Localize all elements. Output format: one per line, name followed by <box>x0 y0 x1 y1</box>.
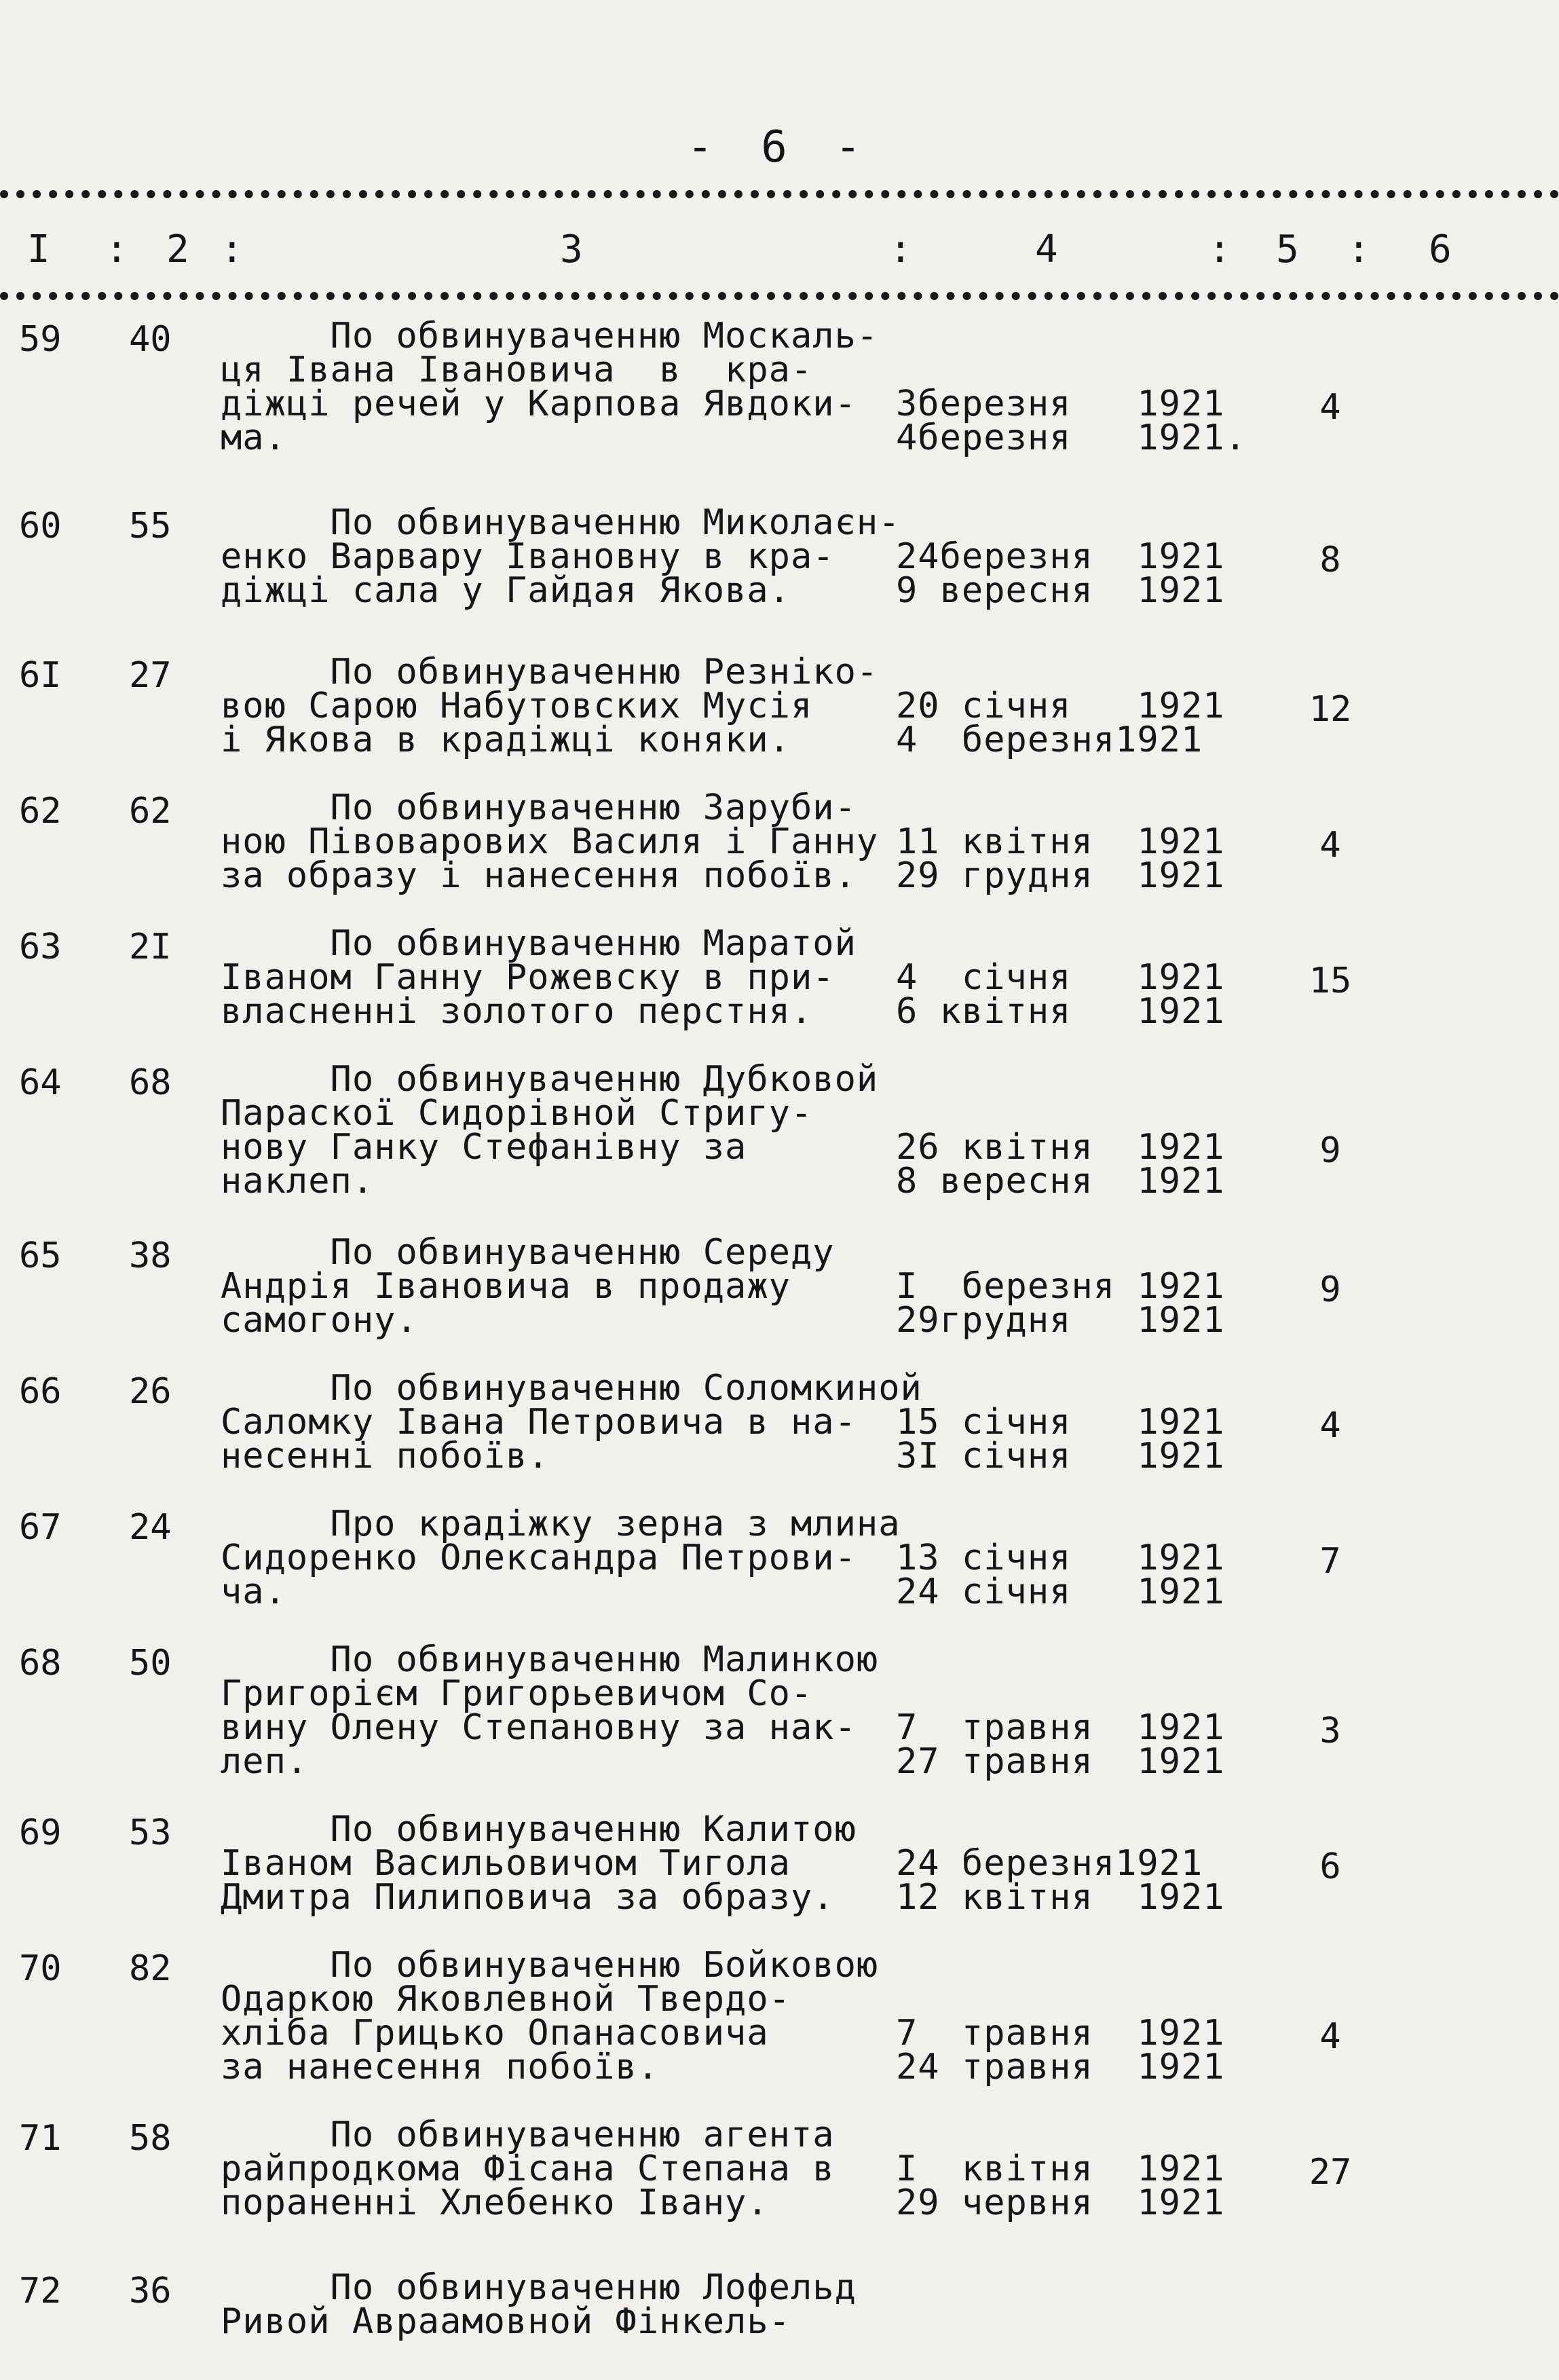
date-line: 7 травня 1921 <box>896 1707 1225 1748</box>
description-line: По обвинуваченню агента <box>221 2115 835 2155</box>
entry-number: 6I <box>19 655 62 696</box>
date-line: 9 вересня 1921 <box>896 570 1225 611</box>
date-line: 11 квітня 1921 <box>896 821 1225 862</box>
days-count: 9 <box>1319 1130 1341 1171</box>
case-dates <box>896 2013 1262 2087</box>
case-number: 50 <box>129 1643 172 1684</box>
column-header-6: 6 <box>1429 227 1452 272</box>
description-line: По обвинуваченню Миколаєн- <box>221 502 901 543</box>
description-line: Саломку Івана Петровича в на- <box>221 1402 857 1443</box>
description-line: Іваном Ганну Рожевску в при- <box>221 957 835 998</box>
entry-number: 60 <box>19 506 62 546</box>
date-line: 27 травня 1921 <box>896 1741 1225 1782</box>
case-description <box>221 1504 901 1612</box>
description-line: самогону. <box>221 1300 418 1341</box>
date-line: 20 січня 1921 <box>896 686 1225 726</box>
description-line: енко Варвару Івановну в кра- <box>221 536 835 577</box>
description-line: вину Олену Степановну за нак- <box>221 1707 857 1748</box>
column-separator: : <box>1208 227 1231 272</box>
date-line: 7 травня 1921 <box>896 2013 1225 2053</box>
description-line: Про крадіжку зерна з млина <box>221 1504 901 1544</box>
description-line: Ривой Авраамовной Фінкель- <box>221 2301 791 2342</box>
case-dates <box>896 821 1262 896</box>
description-line: пораненні Хлебенко Івану. <box>221 2182 769 2223</box>
case-dates <box>896 1127 1262 1202</box>
case-description <box>221 652 899 760</box>
case-description <box>221 1639 899 1782</box>
case-number: 53 <box>129 1812 172 1853</box>
entry-number: 64 <box>19 1062 62 1103</box>
description-line: ма. <box>221 417 286 458</box>
case-dates <box>896 384 1262 458</box>
days-count: 3 <box>1319 1711 1341 1751</box>
description-line: несенні побоїв. <box>221 1436 550 1476</box>
case-number: 38 <box>129 1235 172 1276</box>
date-line: 3березня 1921 <box>896 384 1225 424</box>
entry-number: 69 <box>19 1812 62 1853</box>
case-description <box>221 1945 899 2087</box>
case-dates <box>896 1266 1262 1341</box>
case-description <box>221 2267 899 2342</box>
description-line: По обвинуваченню Бойковою <box>221 1945 879 1986</box>
column-separator: : <box>1347 227 1370 272</box>
case-description <box>221 1368 922 1476</box>
case-dates <box>896 1843 1262 1918</box>
days-count: 7 <box>1319 1541 1341 1582</box>
description-line: По обвинуваченню Дубковой <box>221 1059 879 1100</box>
days-count: 9 <box>1319 1269 1341 1310</box>
case-number: 68 <box>129 1062 172 1103</box>
column-header-1: I <box>27 227 50 272</box>
date-line: 3I січня 1921 <box>896 1436 1225 1476</box>
case-dates <box>896 1402 1262 1476</box>
column-header-3: 3 <box>560 227 583 272</box>
date-line: 4березня 1921. <box>896 417 1247 458</box>
description-line: Одаркою Яковлевной Твердо- <box>221 1979 791 2020</box>
column-separator: : <box>889 227 912 272</box>
column-separator: : <box>105 227 128 272</box>
date-line: 24 січня 1921 <box>896 1572 1225 1612</box>
days-count: 4 <box>1319 825 1341 866</box>
case-description <box>221 502 901 611</box>
description-line: По обвинуваченню Маратой <box>221 923 857 964</box>
case-number: 62 <box>129 791 172 832</box>
description-line: Андрія Івановича в продажу <box>221 1266 791 1307</box>
case-number: 58 <box>129 2118 172 2159</box>
case-dates <box>896 686 1262 760</box>
column-header-2: 2 <box>166 227 189 272</box>
date-line: 15 січня 1921 <box>896 1402 1225 1443</box>
entry-number: 68 <box>19 1643 62 1684</box>
description-line: По обвинуваченню Лофельд <box>221 2267 857 2308</box>
description-line: за нанесення побоїв. <box>221 2047 660 2087</box>
entry-number: 62 <box>19 791 62 832</box>
date-line: 26 квітня 1921 <box>896 1127 1225 1168</box>
description-line: По обвинуваченню Середу <box>221 1232 835 1273</box>
date-line: I березня 1921 <box>896 1266 1225 1307</box>
case-number: 24 <box>129 1507 172 1548</box>
days-count: 4 <box>1319 387 1341 428</box>
entry-number: 66 <box>19 1371 62 1412</box>
entry-number: 65 <box>19 1235 62 1276</box>
description-line: за образу і нанесення побоїв. <box>221 855 857 896</box>
description-line: вою Сарою Набутовских Мусія <box>221 686 813 726</box>
column-separator: : <box>221 227 244 272</box>
date-line: 13 січня 1921 <box>896 1538 1225 1578</box>
header-top-divider <box>0 190 1559 198</box>
description-line: власненні золотого перстня. <box>221 991 813 1032</box>
case-number: 26 <box>129 1371 172 1412</box>
case-number: 40 <box>129 319 172 360</box>
date-line: 29 грудня 1921 <box>896 855 1225 896</box>
description-line: По обвинуваченню Малинкою <box>221 1639 879 1680</box>
case-number: 55 <box>129 506 172 546</box>
description-line: хліба Грицько Опанасовича <box>221 2013 769 2053</box>
entry-number: 72 <box>19 2271 62 2311</box>
case-dates <box>896 1707 1262 1782</box>
description-line: По обвинуваченню Заруби- <box>221 787 857 828</box>
description-line: леп. <box>221 1741 309 1782</box>
case-description <box>221 923 899 1032</box>
description-line: Іваном Васильовичом Тигола <box>221 1843 791 1884</box>
description-line: і Якова в крадіжці коняки. <box>221 720 791 760</box>
entry-number: 59 <box>19 319 62 360</box>
entry-number: 71 <box>19 2118 62 2159</box>
description-line: ною Півоварових Василя і Ганну <box>221 821 879 862</box>
days-count: 4 <box>1319 2016 1341 2057</box>
date-line: 4 січня 1921 <box>896 957 1225 998</box>
column-header-5: 5 <box>1276 227 1299 272</box>
case-dates <box>896 536 1262 611</box>
case-number: 36 <box>129 2271 172 2311</box>
case-dates <box>896 2149 1262 2223</box>
case-description <box>221 787 899 896</box>
description-line: райпродкома Фісана Степана в <box>221 2149 835 2189</box>
days-count: 8 <box>1319 540 1341 580</box>
case-number: 27 <box>129 655 172 696</box>
case-number: 82 <box>129 1948 172 1989</box>
description-line: діжці сала у Гайдая Якова. <box>221 570 791 611</box>
case-description <box>221 1059 899 1202</box>
case-dates <box>896 957 1262 1032</box>
description-line: По обвинуваченню Калитою <box>221 1809 857 1850</box>
description-line: По обвинуваченню Соломкиной <box>221 1368 922 1409</box>
date-line: 6 квітня 1921 <box>896 991 1225 1032</box>
case-number: 2I <box>129 927 172 967</box>
date-line: 4 березня1921 <box>896 720 1203 760</box>
column-header-4: 4 <box>1035 227 1058 272</box>
description-line: Параскої Сидорівной Стригу- <box>221 1093 813 1134</box>
days-count: 27 <box>1309 2152 1352 2193</box>
date-line: I квітня 1921 <box>896 2149 1225 2189</box>
entry-number: 70 <box>19 1948 62 1989</box>
description-line: ча. <box>221 1572 286 1612</box>
description-line: По обвинуваченню Москаль- <box>221 316 879 356</box>
description-line: діжці речей у Карпова Явдоки- <box>221 384 857 424</box>
date-line: 12 квітня 1921 <box>896 1877 1225 1918</box>
date-line: 29грудня 1921 <box>896 1300 1225 1341</box>
entry-number: 63 <box>19 927 62 967</box>
case-description <box>221 316 899 458</box>
page-number: - 6 - <box>687 122 872 172</box>
description-line: Григорієм Григорьевичом Со- <box>221 1673 813 1714</box>
case-description <box>221 2115 899 2223</box>
description-line: По обвинуваченню Резніко- <box>221 652 879 692</box>
entry-number: 67 <box>19 1507 62 1548</box>
date-line: 24березня 1921 <box>896 536 1225 577</box>
description-line: нову Ганку Стефанівну за <box>221 1127 747 1168</box>
case-description <box>221 1809 899 1918</box>
description-line: Сидоренко Олександра Петрови- <box>221 1538 857 1578</box>
days-count: 15 <box>1309 961 1352 1001</box>
date-line: 29 червня 1921 <box>896 2182 1225 2223</box>
days-count: 4 <box>1319 1405 1341 1446</box>
description-line: наклеп. <box>221 1161 375 1202</box>
date-line: 24 березня1921 <box>896 1843 1203 1884</box>
days-count: 12 <box>1309 689 1352 730</box>
case-dates <box>896 1538 1262 1612</box>
description-line: Дмитра Пилиповича за образу. <box>221 1877 835 1918</box>
header-bottom-divider <box>0 292 1559 300</box>
date-line: 24 травня 1921 <box>896 2047 1225 2087</box>
days-count: 6 <box>1319 1846 1341 1887</box>
description-line: ця Івана Івановича в кра- <box>221 350 813 390</box>
date-line: 8 вересня 1921 <box>896 1161 1225 1202</box>
case-description <box>221 1232 899 1341</box>
